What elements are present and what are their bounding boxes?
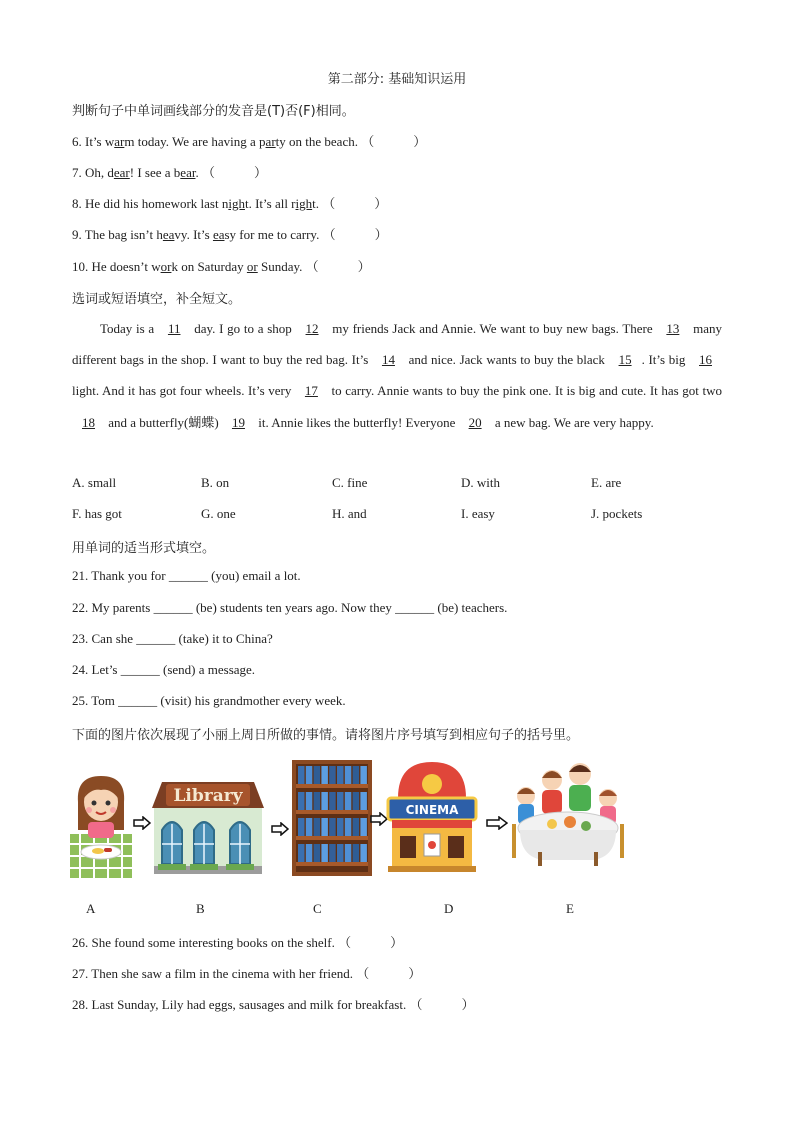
underlined-letters: ea — [212, 227, 225, 242]
item-text: vy. It’s — [174, 227, 213, 242]
underlined-letters: ar — [265, 134, 276, 149]
passage-text: Today is a — [100, 321, 158, 336]
underlined-letters: ear — [180, 165, 196, 180]
word-option: J. pockets — [591, 506, 643, 521]
picture-question[interactable]: 28. Last Sunday, Lily had eggs, sausages and milk for breakfast. （ ） — [72, 997, 475, 1012]
fill-in-item[interactable]: 25. Tom ______ (visit) his grandmother every week. — [72, 693, 346, 708]
book-icon — [321, 818, 328, 836]
passage-text: light. And it has got four wheels. It’s very — [72, 383, 295, 399]
passage-blank[interactable]: 17 — [304, 383, 318, 399]
word-option: I. easy — [461, 506, 495, 521]
passage-blank[interactable]: 13 — [666, 321, 680, 336]
answer-bracket[interactable]: （ ） — [361, 135, 427, 150]
pronunciation-item — [72, 256, 371, 275]
section4-heading: 下面的图片依次展现了小丽上周日所做的事情。请将图片序号填写到相应句子的括号里。 — [72, 728, 580, 743]
item-text: ! I see a b — [129, 165, 181, 180]
book-icon — [306, 818, 313, 836]
item-text: ty on the beach. — [275, 134, 358, 149]
picture-d-cinema — [384, 758, 480, 878]
pronunciation-item — [72, 224, 388, 243]
book-icon — [314, 844, 321, 862]
book-icon — [337, 792, 344, 810]
passage-blank[interactable]: 20 — [468, 414, 482, 430]
book-icon — [353, 818, 360, 836]
section2-heading: 选词或短语填空，补全短文。 — [72, 292, 242, 307]
book-icon — [329, 818, 336, 836]
book-icon — [298, 844, 305, 862]
underlined-letters: igh — [228, 196, 245, 211]
underlined-letters: ear — [113, 165, 130, 180]
book-icon — [306, 844, 313, 862]
passage-text: and a butterfly(蝴蝶) — [105, 414, 222, 430]
answer-bracket[interactable]: （ ） — [305, 260, 371, 275]
word-option: B. on — [201, 475, 230, 490]
book-icon — [345, 844, 352, 862]
book-icon — [306, 766, 313, 784]
book-icon — [298, 818, 305, 836]
word-option: A. small — [72, 475, 117, 490]
word-option: C. fine — [332, 475, 368, 490]
picture-label: D — [444, 901, 454, 916]
item-number: 10. — [72, 259, 89, 274]
cinema-sign-text: CINEMA — [405, 803, 459, 817]
pronunciation-item — [72, 162, 267, 181]
book-icon — [298, 766, 305, 784]
book-icon — [321, 844, 328, 862]
fill-in-item[interactable]: 21. Thank you for ______ (you) email a lot. — [72, 568, 301, 583]
item-text: . — [195, 165, 199, 180]
picture-c-bookshelf — [292, 760, 372, 880]
underlined-letters: or — [160, 259, 172, 274]
item-text: It’s w — [85, 134, 115, 149]
item-number: 8. — [72, 196, 82, 211]
book-icon — [314, 818, 321, 836]
item-text: The bag isn’t h — [84, 227, 163, 242]
picture-label: A — [86, 901, 96, 916]
item-text: He doesn’t w — [91, 259, 161, 274]
book-icon — [353, 792, 360, 810]
page-title: 第二部分: 基础知识运用 — [327, 72, 467, 87]
passage-text: a new bag. We are very happy. — [491, 414, 654, 430]
passage-text: many different bags in the shop. I want to buy the red bag. It’s — [72, 321, 722, 368]
word-option: H. and — [332, 506, 367, 521]
picture-label: E — [566, 901, 574, 916]
passage-text: and nice. Jack wants to buy the black — [404, 352, 609, 368]
picture-label: C — [313, 901, 322, 916]
section3-heading: 用单词的适当形式填空。 — [72, 541, 216, 556]
passage-blank[interactable]: 16 — [699, 352, 712, 368]
item-text: Oh, d — [85, 165, 114, 180]
book-icon — [360, 792, 367, 810]
answer-bracket[interactable]: （ ） — [201, 166, 267, 181]
item-text: Sunday. — [257, 259, 303, 274]
word-option: D. with — [461, 475, 500, 490]
item-text: k on Saturday — [171, 259, 247, 274]
passage-text: my friends Jack and Annie. We want to buy new bags. There — [328, 321, 657, 336]
pronunciation-item — [72, 131, 426, 150]
item-text: t. It’s all r — [244, 196, 296, 211]
passage-blank[interactable]: 12 — [305, 321, 319, 336]
passage-text: . It’s big — [641, 352, 689, 368]
book-icon — [345, 818, 352, 836]
book-icon — [345, 766, 352, 784]
book-icon — [360, 844, 367, 862]
book-icon — [298, 792, 305, 810]
fill-in-item[interactable]: 23. Can she ______ (take) it to China? — [72, 631, 273, 646]
fill-in-item[interactable]: 22. My parents ______ (be) students ten years ago. Now they ______ (be) teachers. — [72, 600, 508, 615]
answer-bracket[interactable]: （ ） — [322, 228, 388, 243]
picture-a-breakfast — [70, 772, 132, 882]
picture-e-family-meal — [512, 760, 624, 872]
fill-in-item[interactable]: 24. Let’s ______ (send) a message. — [72, 662, 256, 677]
picture-label: B — [196, 901, 205, 916]
item-number: 7. — [72, 165, 82, 180]
answer-bracket[interactable]: （ ） — [322, 197, 388, 212]
item-text: t. — [312, 196, 320, 211]
passage-blank[interactable]: 18 — [82, 414, 95, 430]
passage-blank[interactable]: 15 — [618, 352, 632, 368]
book-icon — [329, 844, 336, 862]
underlined-letters: ea — [162, 227, 175, 242]
underlined-letters: igh — [295, 196, 313, 211]
underlined-letters: or — [246, 259, 258, 274]
library-sign-text: Library — [173, 786, 243, 806]
book-icon — [314, 792, 321, 810]
picture-b-library — [148, 770, 268, 880]
item-text: sy for me to carry. — [224, 227, 320, 242]
book-icon — [306, 792, 313, 810]
passage — [72, 313, 722, 438]
passage-blank[interactable]: 11 — [167, 321, 181, 336]
word-option: F. has got — [72, 506, 122, 521]
book-icon — [321, 766, 328, 784]
book-icon — [337, 766, 344, 784]
book-icon — [353, 766, 360, 784]
underlined-letters: ar — [114, 134, 125, 149]
section1-heading: 判断句子中单词画线部分的发音是(T)否(F)相同。 — [72, 104, 355, 119]
passage-blank[interactable]: 14 — [381, 352, 395, 368]
book-icon — [314, 766, 321, 784]
picture-question[interactable]: 26. She found some interesting books on the shelf. （ ） — [72, 935, 404, 950]
item-text: He did his homework last n — [85, 196, 229, 211]
arrow-icon — [486, 816, 508, 834]
book-icon — [337, 844, 344, 862]
word-option: E. are — [591, 475, 622, 490]
book-icon — [337, 818, 344, 836]
book-icon — [345, 792, 352, 810]
item-number: 6. — [72, 134, 82, 149]
book-icon — [329, 792, 336, 810]
word-option: G. one — [201, 506, 236, 521]
passage-text: day. I go to a shop — [190, 321, 296, 336]
picture-question[interactable]: 27. Then she saw a film in the cinema with her friend. （ ） — [72, 966, 422, 981]
book-icon — [353, 844, 360, 862]
passage-text: it. Annie likes the butterfly! Everyone — [254, 414, 459, 430]
pronunciation-item — [72, 193, 387, 212]
book-icon — [360, 766, 367, 784]
book-icon — [360, 818, 367, 836]
passage-blank[interactable]: 19 — [231, 414, 245, 430]
book-icon — [321, 792, 328, 810]
book-icon — [329, 766, 336, 784]
passage-text: to carry. Annie wants to buy the pink one. It is big and cute. It has got two — [327, 383, 722, 399]
item-number: 9. — [72, 227, 82, 242]
arrow-icon — [271, 822, 289, 840]
item-text: m today. We are having a p — [124, 134, 266, 149]
